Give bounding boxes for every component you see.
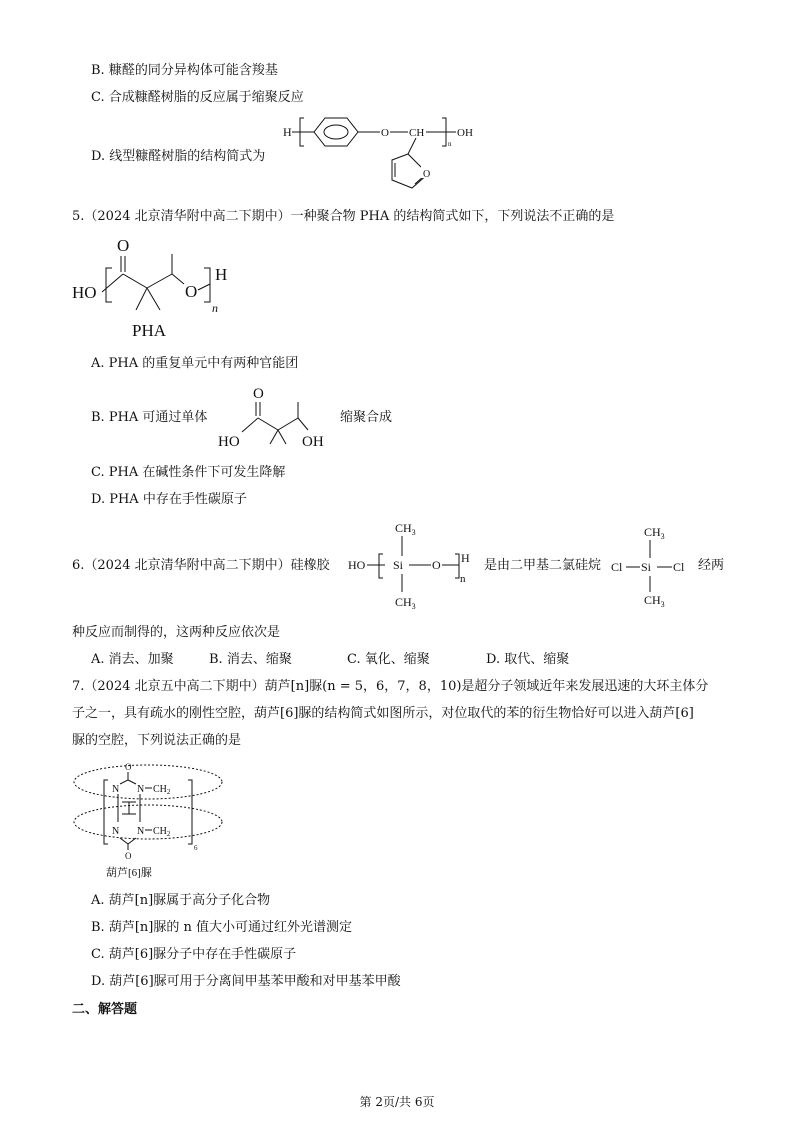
q7-stem-line2: 子之一，具有疏水的刚性空腔，葫芦[6]脲的结构简式如图所示，对位取代的苯的衍生物恰好可以进入葫芦[6] bbox=[72, 706, 694, 721]
q7-stem-line3: 脲的空腔，下列说法正确的是 bbox=[72, 733, 242, 748]
monomer-oh: OH bbox=[302, 434, 324, 450]
cb-ch2-top: $CH_2$ bbox=[153, 784, 171, 796]
q6-option-d: D. 取代、缩聚 bbox=[486, 652, 570, 667]
resin-n: n bbox=[448, 140, 452, 148]
rubber-si: Si bbox=[393, 558, 404, 572]
rubber-n: n bbox=[460, 573, 466, 585]
q5-option-c: C. PHA 在碱性条件下可发生降解 bbox=[91, 465, 286, 480]
q4-option-c: C. 合成糠醛树脂的反应属于缩聚反应 bbox=[91, 90, 304, 105]
cb-n4: N bbox=[137, 826, 145, 837]
resin-ch: CH bbox=[409, 127, 425, 139]
q6-stem-line2: 种反应而制得的，这两种反应依次是 bbox=[72, 625, 281, 640]
furfural-resin-structure bbox=[280, 108, 490, 200]
q7-option-d: D. 葫芦[6]脲可用于分离间甲基苯甲酸和对甲基苯甲酸 bbox=[91, 974, 401, 989]
silane-cl-left: Cl bbox=[611, 560, 623, 574]
pha-n: n bbox=[212, 301, 218, 315]
pha-h: H bbox=[215, 265, 228, 284]
cb-n3: N bbox=[112, 826, 120, 837]
pha-o: O bbox=[185, 282, 198, 301]
q7-stem-line1: 7.（2024 北京五中高二下期中）葫芦[n]脲(n = 5，6，7，8，10)是超分子领域近年来发展迅速的大环主体分 bbox=[72, 679, 709, 694]
q7-option-b: B. 葫芦[n]脲的 n 值大小可通过红外光谱测定 bbox=[91, 920, 352, 935]
q6-option-c: C. 氧化、缩聚 bbox=[347, 652, 430, 667]
monomer-ho: HO bbox=[218, 434, 240, 450]
rubber-ch3-top: $CH_3$ bbox=[395, 521, 416, 537]
silane-ch3-bottom: $CH_3$ bbox=[644, 593, 665, 609]
q6-stem-middle: 是由二甲基二氯硅烷 bbox=[484, 558, 602, 573]
resin-o-mid: O bbox=[381, 127, 389, 139]
q5-option-b-prefix: B. PHA 可通过单体 bbox=[91, 410, 208, 425]
pha-monomer-structure bbox=[216, 380, 336, 456]
cb-ch2-bottom: $CH_2$ bbox=[153, 826, 171, 838]
page-footer: 第 2页/共 6页 bbox=[359, 1095, 435, 1109]
q5-option-a: A. PHA 的重复单元中有两种官能团 bbox=[91, 356, 299, 371]
pha-ho: HO bbox=[72, 283, 97, 302]
rubber-h: H bbox=[461, 551, 470, 565]
rubber-ho: HO bbox=[348, 558, 366, 572]
q6-option-b: B. 消去、缩聚 bbox=[209, 652, 292, 667]
silicone-rubber-structure bbox=[347, 518, 482, 614]
q5-stem: 5.（2024 北京清华附中高二下期中）一种聚合物 PHA 的结构简式如下，下列说法不正确的是 bbox=[72, 209, 615, 224]
resin-ring-o: O bbox=[423, 169, 431, 180]
q5-option-b-suffix: 缩聚合成 bbox=[340, 410, 393, 425]
pha-o-top: O bbox=[117, 236, 130, 255]
q6-option-a: A. 消去、加聚 bbox=[91, 652, 174, 667]
silane-ch3-top: $CH_3$ bbox=[644, 525, 665, 541]
dimethyldichlorosilane-structure bbox=[610, 522, 700, 608]
monomer-o-top: O bbox=[253, 386, 264, 402]
q7-option-c: C. 葫芦[6]脲分子中存在手性碳原子 bbox=[91, 947, 297, 962]
cb-n2: N bbox=[137, 784, 145, 795]
silane-si: Si bbox=[641, 560, 652, 574]
pha-structure bbox=[70, 232, 250, 344]
rubber-ch3-bottom: $CH_3$ bbox=[395, 595, 416, 611]
q6-stem-prefix: 6.（2024 北京清华附中高二下期中）硅橡胶 bbox=[72, 558, 330, 573]
q4-option-d: D. 线型糠醛树脂的结构简式为 bbox=[91, 149, 266, 164]
cb-sub6: 6 bbox=[194, 844, 198, 852]
cb-n1: N bbox=[112, 784, 120, 795]
resin-h-left: H bbox=[283, 125, 292, 139]
q6-stem-suffix: 经两 bbox=[698, 558, 725, 573]
rubber-o: O bbox=[432, 558, 441, 572]
silane-cl-right: Cl bbox=[673, 560, 685, 574]
cb-o-top: O bbox=[125, 762, 132, 772]
q5-option-d: D. PHA 中存在手性碳原子 bbox=[91, 492, 247, 507]
cucurbituril-structure bbox=[70, 758, 230, 880]
pha-label: PHA bbox=[132, 321, 167, 340]
cb-label: 葫芦[6]脲 bbox=[106, 867, 152, 879]
resin-oh: OH bbox=[457, 127, 473, 139]
q7-option-a: A. 葫芦[n]脲属于高分子化合物 bbox=[91, 893, 271, 908]
q4-option-b: B. 糠醛的同分异构体可能含羧基 bbox=[91, 63, 278, 78]
section-heading: 二、解答题 bbox=[72, 1002, 138, 1017]
cb-o-bottom: O bbox=[125, 851, 132, 861]
